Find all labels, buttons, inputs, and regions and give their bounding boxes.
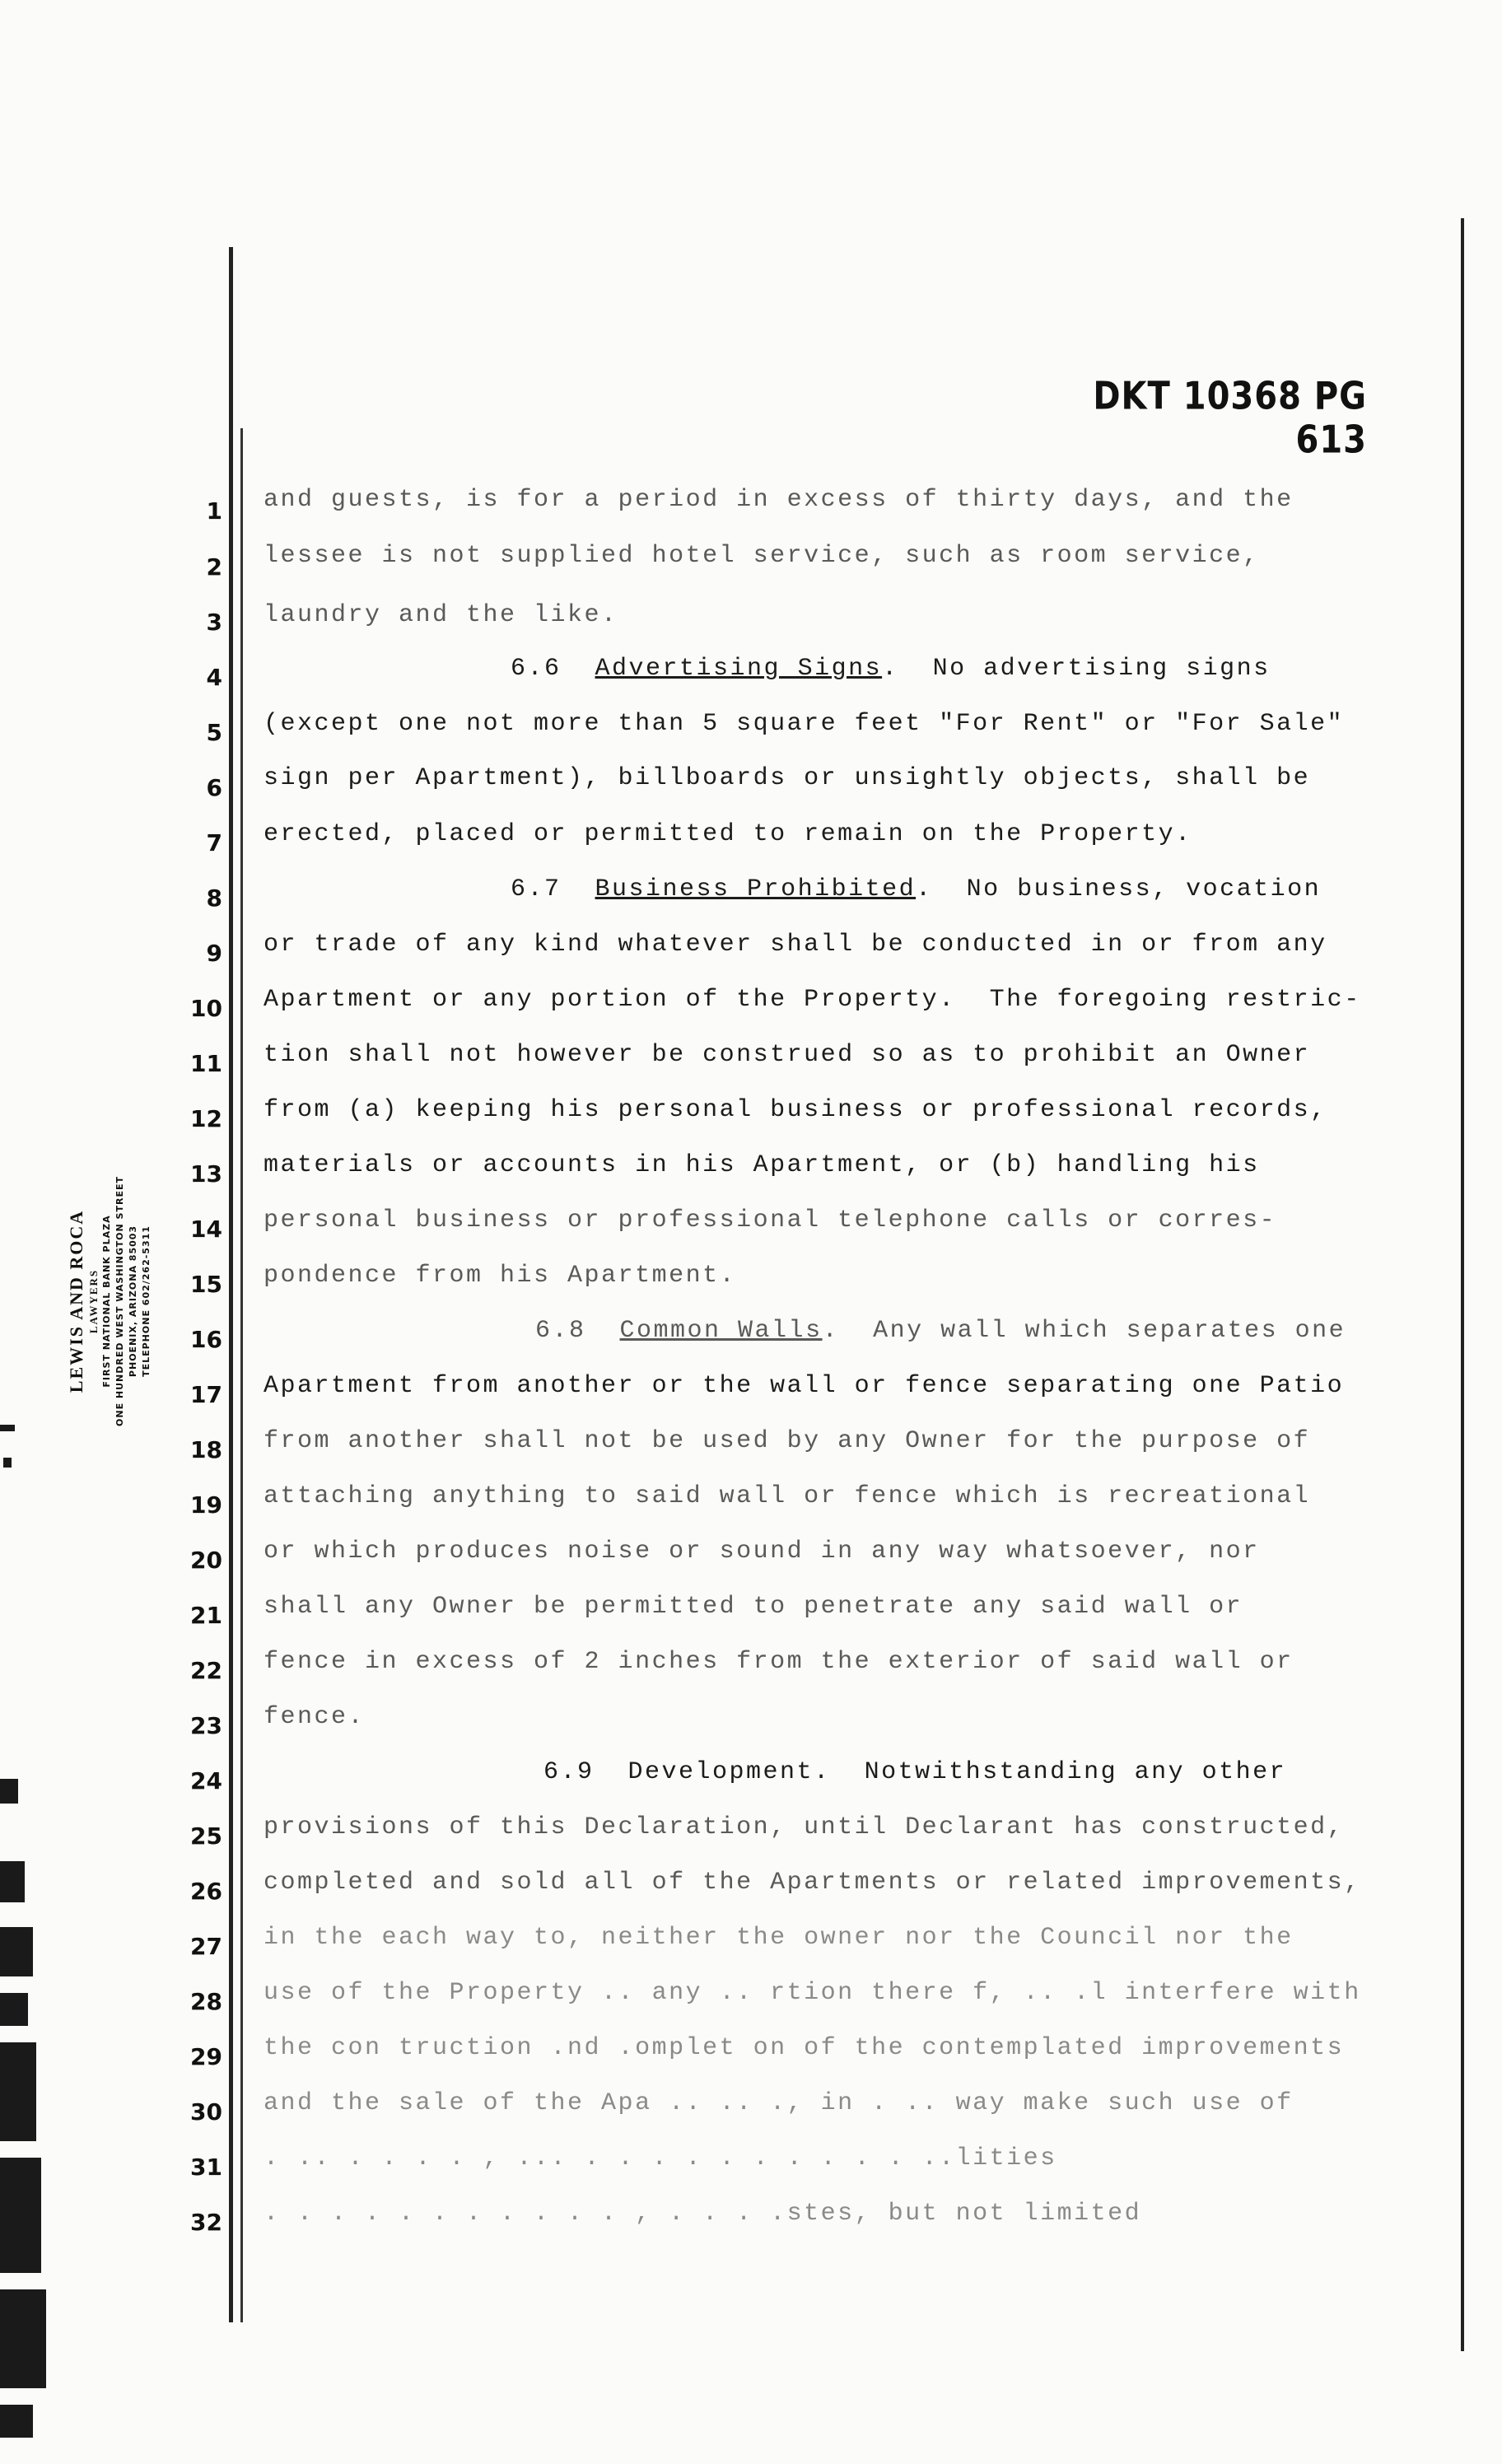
body-line: sign per Apartment), billboards or unsightly objects, shall be xyxy=(264,764,1311,792)
body-line: attaching anything to said wall or fence which is recreational xyxy=(264,1482,1311,1510)
section-heading-line xyxy=(535,1317,1346,1345)
body-line: (except one not more than 5 square feet "For Rent" or "For Sale" xyxy=(264,710,1345,738)
line-number: 1 xyxy=(206,497,222,525)
body-line: shall any Owner be permitted to penetrate any said wall or xyxy=(264,1593,1243,1621)
line-number: 24 xyxy=(190,1767,222,1794)
body-line: fence in excess of 2 inches from the exterior of said wall or xyxy=(264,1648,1294,1676)
body-line: completed and sold all of the Apartments or related improvements, xyxy=(264,1869,1361,1897)
body-line: lessee is not supplied hotel service, such as room service, xyxy=(264,542,1260,570)
right-margin-rule xyxy=(1461,218,1464,2351)
section-number: 6.7 xyxy=(511,875,562,903)
left-margin-rule xyxy=(229,247,233,2322)
body-line: laundry and the like. xyxy=(264,601,618,629)
body-line: . . . . . . . . . . . , . . . .stes, but not limited xyxy=(264,2200,1142,2228)
line-number: 7 xyxy=(206,829,222,856)
body-line: materials or accounts in his Apartment, or (b) handling his xyxy=(264,1151,1260,1179)
firm-address-2: ONE HUNDRED WEST WASHINGTON STREET xyxy=(114,1176,125,1426)
body-line: Apartment from another or the wall or fence separating one Patio xyxy=(264,1372,1345,1400)
body-line: from (a) keeping his personal business or professional records, xyxy=(264,1096,1327,1124)
section-heading-line xyxy=(511,655,1271,683)
section-lead: . No business, vocation xyxy=(916,875,1322,903)
section-title: Advertising Signs xyxy=(595,655,883,683)
line-number: 21 xyxy=(190,1602,222,1629)
line-number: 27 xyxy=(190,1933,222,1960)
body-line: or which produces noise or sound in any way whatsoever, nor xyxy=(264,1538,1260,1566)
line-number: 29 xyxy=(190,2043,222,2070)
body-line: from another shall not be used by any Owner for the purpose of xyxy=(264,1427,1311,1455)
section-number: 6.8 xyxy=(535,1317,586,1345)
body-line: erected, placed or permitted to remain on the Property. xyxy=(264,820,1192,848)
section-number: 6.9 xyxy=(543,1758,595,1786)
line-number: 32 xyxy=(190,2209,222,2236)
firm-title: LAWYERS xyxy=(87,1268,100,1334)
line-number: 23 xyxy=(190,1712,222,1739)
line-number: 2 xyxy=(206,553,222,581)
line-number: 31 xyxy=(190,2154,222,2181)
line-number: 22 xyxy=(190,1657,222,1684)
line-number: 6 xyxy=(206,774,222,801)
line-number: 5 xyxy=(206,719,222,746)
line-number: 25 xyxy=(190,1822,222,1850)
section-heading-line xyxy=(543,1758,1286,1786)
line-number: 12 xyxy=(190,1105,222,1132)
line-number: 10 xyxy=(190,995,222,1022)
body-line: tion shall not however be construed so as to prohibit an Owner xyxy=(264,1041,1311,1069)
body-line: or trade of any kind whatever shall be conducted in or from any xyxy=(264,931,1327,959)
section-lead: . No advertising signs xyxy=(882,655,1271,683)
section-number: 6.6 xyxy=(511,655,562,683)
section-title: Common Walls xyxy=(619,1317,823,1345)
line-number: 9 xyxy=(206,940,222,967)
firm-name: LEWIS AND ROCA xyxy=(66,1209,86,1393)
body-line: Apartment or any portion of the Property. The foregoing restric- xyxy=(264,986,1361,1014)
scan-artifacts xyxy=(0,0,49,2464)
body-line: pondence from his Apartment. xyxy=(264,1262,737,1290)
left-margin-rule-inner xyxy=(240,428,243,2322)
line-number: 11 xyxy=(190,1050,222,1077)
section-title: Business Prohibited xyxy=(595,875,917,903)
line-number: 4 xyxy=(206,664,222,691)
line-number: 14 xyxy=(190,1216,222,1243)
line-number: 16 xyxy=(190,1326,222,1353)
body-line: provisions of this Declaration, until Declarant has constructed, xyxy=(264,1813,1345,1841)
firm-address-3: PHOENIX, ARIZONA 85003 xyxy=(128,1225,138,1378)
body-line: the con truction .nd .omplet on of the contemplated improvements xyxy=(264,2034,1345,2062)
line-number: 17 xyxy=(190,1381,222,1408)
line-number: 30 xyxy=(190,2098,222,2126)
firm-address-1: FIRST NATIONAL BANK PLAZA xyxy=(101,1215,112,1388)
line-number: 3 xyxy=(206,609,222,636)
line-number: 20 xyxy=(190,1547,222,1574)
docket-page-stamp: DKT 10368 PG 613 xyxy=(1093,375,1367,462)
body-line: use of the Property .. any .. rtion there f, .. .l interfere with xyxy=(264,1979,1361,2007)
body-line: fence. xyxy=(264,1703,366,1731)
body-line: personal business or professional telephone calls or corres- xyxy=(264,1206,1277,1234)
firm-telephone: TELEPHONE 602/262-5311 xyxy=(141,1225,152,1377)
body-line: in the each way to, neither the owner nor the Council nor the xyxy=(264,1924,1294,1952)
line-number: 18 xyxy=(190,1436,222,1463)
line-number: 8 xyxy=(206,884,222,912)
section-lead: . Any wall which separates one xyxy=(822,1317,1346,1345)
line-number: 15 xyxy=(190,1271,222,1298)
line-number: 19 xyxy=(190,1491,222,1519)
body-line: and the sale of the Apa .. .. ., in . .. way make such use of xyxy=(264,2089,1294,2117)
line-number: 26 xyxy=(190,1878,222,1905)
line-number: 13 xyxy=(190,1160,222,1188)
body-line: . .. . . . . , ... . . . . . . . . . . ..lities xyxy=(264,2144,1057,2172)
body-line: and guests, is for a period in excess of thirty days, and the xyxy=(264,486,1294,514)
line-number: 28 xyxy=(190,1988,222,2015)
section-lead: Development. Notwithstanding any other xyxy=(627,1758,1287,1786)
section-heading-line xyxy=(511,875,1321,903)
